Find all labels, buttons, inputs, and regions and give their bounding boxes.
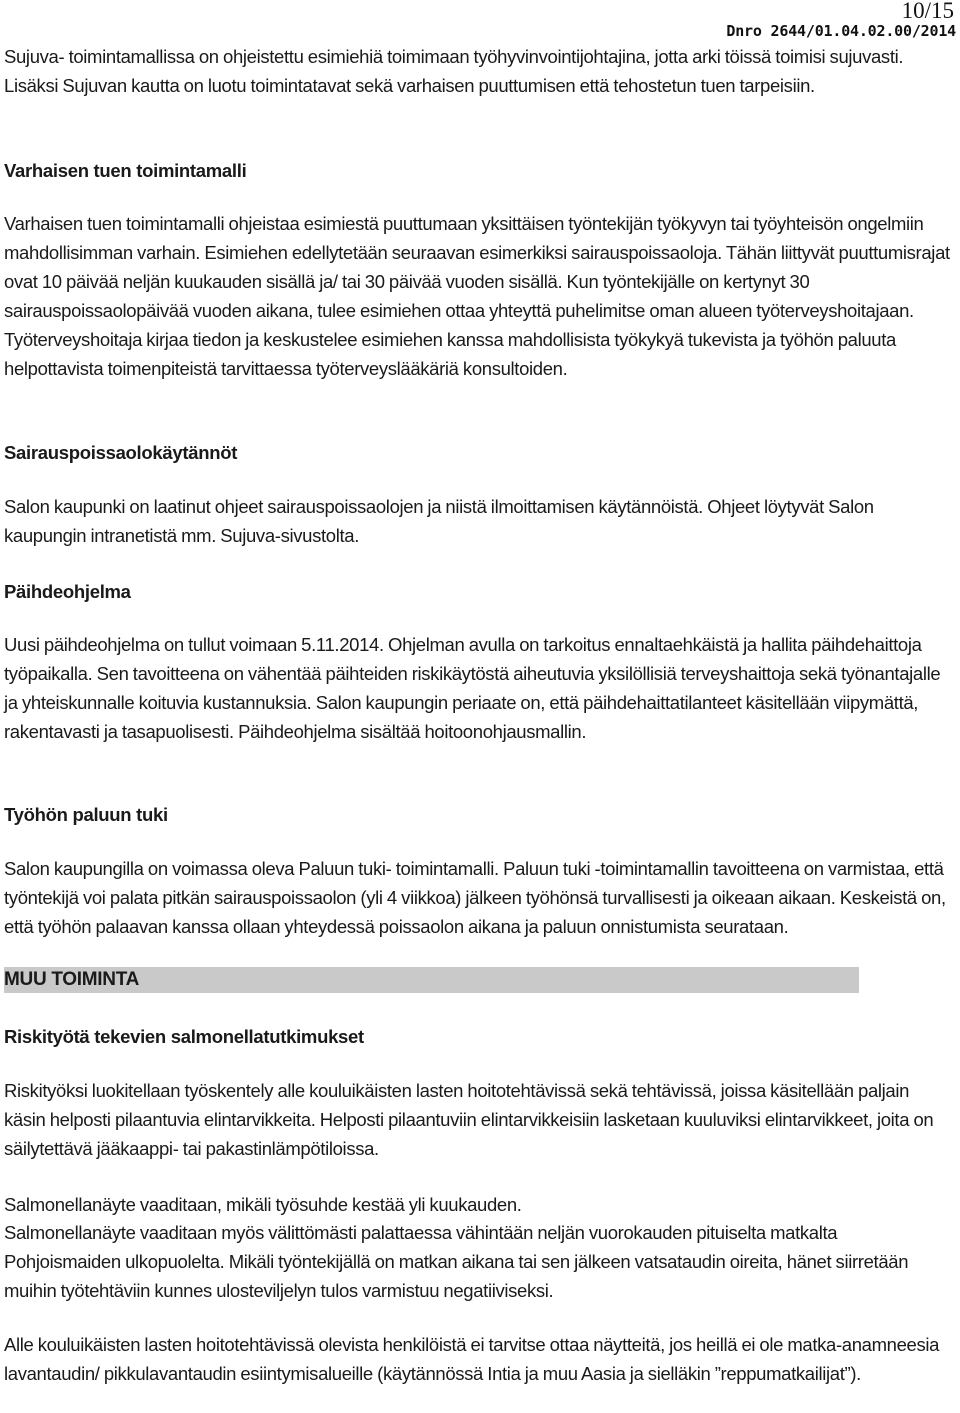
document-reference: Dnro 2644/01.04.02.00/2014	[726, 22, 956, 40]
section-heading-varhainen: Varhaisen tuen toimintamalli	[4, 160, 247, 181]
section-body-paluu: Salon kaupungilla on voimassa oleva Paluun tuki- toimintamalli. Paluun tuki -toimintamallin tavoitteena on varmistaa, että työntekijä voi palata pitkän sairauspoissaolon (yli 4 viikkoa) jälkeen työhönsä turvallisesti ja oikeaan aikaan. Keskeistä on, että työhön palaavan kanssa ollaan yhteydessä poissaolon aikana ja paluun onnistumista seurataan.	[4, 858, 946, 937]
section-body-varhainen: Varhaisen tuen toimintamalli ohjeistaa esimiestä puuttumaan yksittäisen työntekijän työkyvyn tai työyhteisön ongelmiin mahdollisimman varhain. Esimiehen edellytetään seuraavan esimerkiksi sairauspoissaoloja. Tähän liittyvät puuttumisrajat ovat 10 päivää neljän kuukauden sisällä ja/ tai 30 päivää vuoden sisällä. Kun työntekijälle on kertynyt 30 sairauspoissaolopäivää vuoden aikana, tulee esimiehen ottaa yhteyttä puhelimitse oman alueen työterveyshoitajaan. Työterveyshoitaja kirjaa tiedon ja keskustelee esimiehen kanssa mahdollisista työkykyä tukevista ja työhön paluuta helpottavista toimenpiteistä tarvittaessa työterveyslääkäriä konsultoiden.	[4, 213, 950, 379]
section-heading-paihde: Päihdeohjelma	[4, 581, 131, 602]
section-body-paihde: Uusi päihdeohjelma on tullut voimaan 5.11.2014. Ohjelman avulla on tarkoitus ennaltaehkäistä ja hallita päihdehaittoja työpaikalla. Sen tavoitteena on vähentää päihteiden riskikäytöstä aiheutuvia yksilöllisiä terveyshaittoja sekä työnantajalle ja yhteiskunnalle koituvia kustannuksia. Salon kaupungin periaate on, että päihdehaittatilanteet käsitellään viipymättä, rakentavasti ja tasapuolisesti. Päihdeohjelma sisältää hoitoonohjausmallin.	[4, 634, 941, 742]
section-bar-muu-toiminta	[4, 967, 859, 993]
page-number: 10/15	[901, 0, 954, 23]
salmonella-paragraph-2b: Salmonellanäyte vaaditaan myös välittömästi palattaessa vähintään neljän vuorokauden pituiselta matkalta Pohjoismaiden ulkopuolelta. Mikäli työntekijällä on matkan aikana tai sen jälkeen vatsataudin oireita, hänet siirretään muihin työtehtäviin kunnes ulosteviljelyn tulos varmistuu negatiiviseksi.	[4, 1222, 909, 1301]
section-heading-paluu: Työhön paluun tuki	[4, 804, 168, 825]
salmonella-paragraph-3: Alle kouluikäisten lasten hoitotehtävissä olevista henkilöistä ei tarvitse ottaa näytteitä, jos heillä ei ole matka-anamneesia lavantaudin/ pikkulavantaudin esiintymisalueille (käytännössä Intia ja muu Aasia ja sielläkin ”reppumatkailijat”).	[4, 1334, 940, 1384]
section-heading-sairauspoissaolo: Sairauspoissaolokäytännöt	[4, 442, 238, 463]
section-body-sairauspoissaolo: Salon kaupunki on laatinut ohjeet sairauspoissaolojen ja niistä ilmoittamisen käytännöistä. Ohjeet löytyvät Salon kaupungin intranetistä mm. Sujuva-sivustolta.	[4, 496, 874, 546]
section-heading-muu-toiminta: MUU TOIMINTA	[4, 969, 140, 990]
salmonella-paragraph-2a: Salmonellanäyte vaaditaan, mikäli työsuhde kestää yli kuukauden.	[4, 1194, 522, 1215]
intro-paragraph: Sujuva- toimintamallissa on ohjeistettu esimiehiä toimimaan työhyvinvointijohtajina, jotta arki töissä toimisi sujuvasti. Lisäksi Sujuvan kautta on luotu toimintatavat sekä varhaisen puuttumisen että tehostetun tuen tarpeisiin.	[4, 46, 904, 96]
section-heading-salmonella: Riskityötä tekevien salmonellatutkimukset	[4, 1026, 364, 1047]
salmonella-paragraph-1: Riskityöksi luokitellaan työskentely alle kouluikäisten lasten hoitotehtävissä sekä tehtävissä, joissa käsitellään paljain käsin helposti pilaantuvia elintarvikkeita. Helposti pilaantuviin elintarvikkeisiin lasketaan kuuluviksi elintarvikkeet, joita on säilytettävä jääkaappi- tai pakastinlämpötiloissa.	[4, 1080, 934, 1159]
